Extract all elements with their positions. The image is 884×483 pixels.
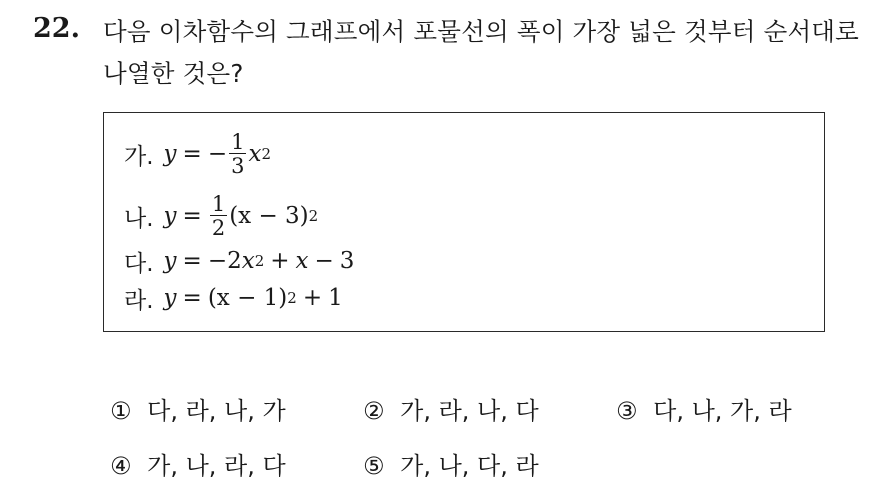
var-x: x	[295, 248, 309, 274]
item-label: 라.	[124, 287, 154, 314]
choice-5[interactable]	[363, 451, 539, 481]
var-y: y	[163, 248, 177, 274]
equation-item-ra: 라. y = (x − 1) 2 + 1	[124, 283, 343, 313]
var-x: x	[241, 248, 255, 274]
question-number: 22.	[33, 13, 80, 44]
var-y: y	[163, 285, 177, 311]
choice-mark: ⑤	[363, 452, 385, 480]
question-text: 다음 이차함수의 그래프에서 포물선의 폭이 가장 넓은 것부터 순서대로 나열한 것은?	[103, 17, 860, 88]
fraction-one-half	[210, 193, 227, 240]
item-label: 가.	[124, 143, 154, 170]
choice-4[interactable]	[110, 451, 286, 481]
item-label: 다.	[124, 250, 154, 277]
var-y: y	[163, 141, 177, 167]
item-label: 나.	[124, 205, 154, 232]
choice-1[interactable]	[110, 396, 286, 426]
minus-sign: −	[314, 248, 334, 274]
choice-text: 다, 나, 가, 라	[653, 397, 792, 425]
var-x: x	[248, 141, 262, 167]
equals-sign: =	[182, 141, 202, 167]
choice-text: 가, 나, 다, 라	[400, 452, 539, 480]
choice-text: 가, 나, 라, 다	[147, 452, 286, 480]
choice-text: 가, 라, 나, 다	[400, 397, 539, 425]
equation-item-da: 다. y = −2 x 2 + x − 3	[124, 246, 354, 276]
paren-expression: (x − 1)	[207, 285, 288, 311]
equals-sign: =	[182, 285, 202, 311]
fraction-one-third	[229, 131, 246, 178]
plus-sign: +	[302, 285, 323, 311]
choice-mark: ①	[110, 397, 132, 425]
choice-3[interactable]	[616, 396, 792, 426]
choice-mark: ②	[363, 397, 385, 425]
fraction-numerator: 1	[211, 191, 226, 216]
constant: 1	[328, 285, 343, 311]
equation-item-ga: 가. y = − $\frac{1}{3}$ x 2	[124, 129, 271, 178]
equation-item-na: 나. y = $\frac{1}{2}$ (x − 3) 2	[124, 191, 319, 240]
choice-mark: ④	[110, 452, 132, 480]
paren-expression: (x − 3)	[229, 203, 309, 229]
fraction-numerator: 1	[231, 129, 245, 154]
plus-sign: +	[270, 248, 290, 274]
fraction-denominator: 3	[231, 153, 245, 178]
choice-2[interactable]	[363, 396, 539, 426]
choice-mark: ③	[616, 397, 638, 425]
equals-sign: =	[182, 203, 202, 229]
equals-sign: =	[182, 248, 202, 274]
minus-sign: −	[207, 141, 228, 167]
var-y: y	[163, 203, 177, 229]
fraction-denominator: 2	[211, 215, 226, 240]
choice-text: 다, 라, 나, 가	[147, 397, 286, 425]
constant: 3	[339, 248, 355, 274]
condition-box	[103, 112, 825, 332]
coefficient: −2	[207, 248, 242, 274]
